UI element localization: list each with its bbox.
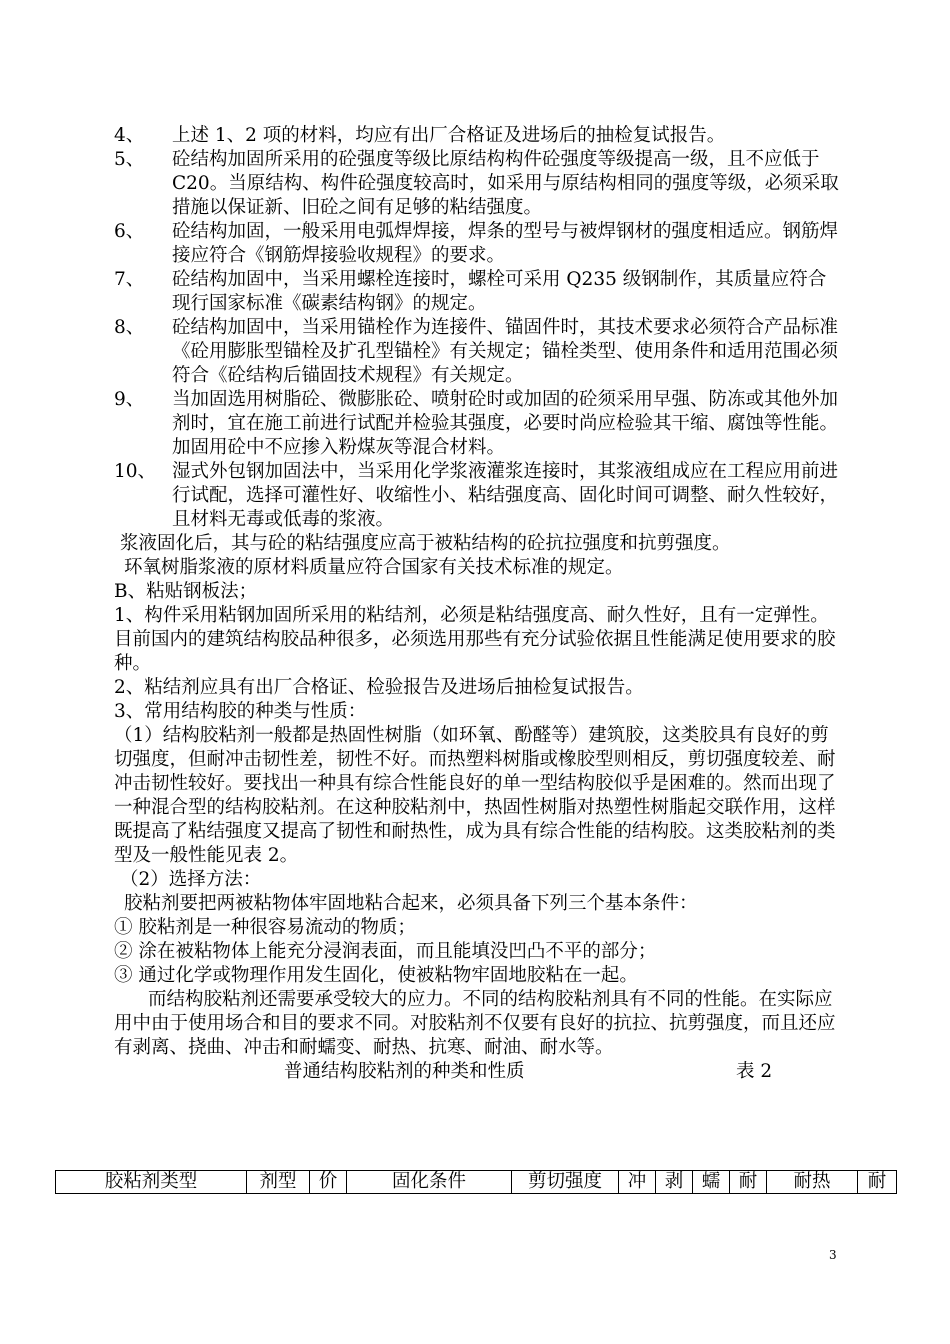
table-header-cell: 剂型	[247, 1171, 310, 1194]
list-text: 湿式外包钢加固法中，当采用化学浆液灌浆连接时，其浆液组成应在工程应用前进行试配，选择可灌性好、收缩性小、粘结强度高、固化时间可调整、耐久性较好，且材料无毒或低毒的浆液。	[172, 461, 839, 530]
list-item	[114, 148, 839, 220]
paragraph-text: 而结构胶粘剂还需要承受较大的应力。不同的结构胶粘剂具有不同的性能。在实际应用中由于使用场合和目的要求不同。对胶粘剂不仅要有良好的抗拉、抗剪强度，而且还应有剥离、挠曲、冲击和耐蠕变、耐热、抗寒、耐油、耐水等。	[114, 989, 836, 1058]
list-number: 7、	[114, 269, 145, 290]
table-caption	[114, 1060, 839, 1084]
list-text: 砼结构加固中，当采用螺栓连接时，螺栓可采用 Q235 级钢制作，其质量应符合现行国家标准《碳素结构钢》的规定。	[172, 269, 827, 314]
list-text: 当加固选用树脂砼、微膨胀砼、喷射砼时或加固的砼须采用早强、防冻或其他外加剂时，宜在施工前进行试配并检验其强度，必要时尚应检验其干缩、腐蚀等性能。加固用砼中不应掺入粉煤灰等混合材料。	[172, 389, 839, 458]
table-header-cell: 耐	[730, 1171, 767, 1194]
list-number: 8、	[114, 317, 145, 338]
list-text: 砼结构加固，一般采用电弧焊焊接，焊条的型号与被焊钢材的强度相适应。钢筋焊接应符合《钢筋焊接验收规程》的要求。	[172, 221, 839, 266]
table-header-cell: 冲	[619, 1171, 656, 1194]
list-number: 4、	[114, 125, 145, 146]
list-text: 上述 1、2 项的材料，均应有出厂合格证及进场后的抽检复试报告。	[172, 125, 726, 146]
paragraph	[114, 988, 839, 1060]
indent	[114, 989, 148, 1010]
table-header-cell: 价	[310, 1171, 347, 1194]
list-item	[114, 124, 839, 148]
list-item	[114, 268, 839, 316]
numbered-list	[114, 124, 839, 532]
paragraph: 环氧树脂浆液的原材料质量应符合国家有关技术标准的规定。	[124, 557, 624, 578]
table-header-row	[56, 1171, 897, 1194]
list-text: 砼结构加固中，当采用锚栓作为连接件、锚固件时，其技术要求必须符合产品标准《砼用膨胀型锚栓及扩孔型锚栓》有关规定；锚栓类型、使用条件和适用范围必须符合《砼结构后锚固技术规程》有关规定。	[172, 317, 839, 386]
paragraph: 2、粘结剂应具有出厂合格证、检验报告及进场后抽检复试报告。	[114, 677, 644, 698]
paragraph: 胶粘剂要把两被粘物体牢固地粘合起来，必须具备下列三个基本条件：	[124, 893, 698, 914]
list-number: 10、	[114, 461, 157, 482]
list-text: 砼结构加固所采用的砼强度等级比原结构构件砼强度等级提高一级，且不应低于 C20。当原结构、构件砼强度较高时，如采用与原结构相同的强度等级，必须采取措施以保证新、旧砼之间有足够的粘结强度。	[172, 149, 839, 218]
condition-item: ① 胶粘剂是一种很容易流动的物质；	[114, 917, 416, 938]
paragraph: （2）选择方法：	[120, 869, 262, 890]
condition-item: ③ 通过化学或物理作用发生固化，使被粘物牢固地胶粘在一起。	[114, 965, 638, 986]
list-number: 9、	[114, 389, 145, 410]
list-number: 5、	[114, 149, 145, 170]
section-heading: B、粘贴钢板法；	[114, 581, 258, 602]
table-header-cell: 胶粘剂类型	[56, 1171, 247, 1194]
adhesive-properties-table	[55, 1170, 897, 1194]
table-header-cell: 耐热	[767, 1171, 858, 1194]
list-item	[114, 316, 839, 388]
list-number: 6、	[114, 221, 145, 242]
table-header-cell: 蠕	[693, 1171, 730, 1194]
paragraph: 1、构件采用粘钢加固所采用的粘结剂，必须是粘结强度高、耐久性好，且有一定弹性。目前国内的建筑结构胶品种很多，必须选用那些有充分试验依据且性能满足使用要求的胶种。	[114, 605, 836, 674]
paragraph: （1）结构胶粘剂一般都是热固性树脂（如环氧、酚醛等）建筑胶，这类胶具有良好的剪切强度，但耐冲击韧性差，韧性不好。而热塑料树脂或橡胶型则相反，剪切强度较差、耐冲击韧性较好。要找出一种具有综合性能良好的单一型结构胶似乎是困难的。然而出现了一种混合型的结构胶粘剂。在这种胶粘剂中，热固性树脂对热塑性树脂起交联作用，这样既提高了粘结强度又提高了韧性和耐热性，成为具有综合性能的结构胶。这类胶粘剂的类型及一般性能见表 2。	[114, 725, 836, 866]
table-header-cell: 耐	[858, 1171, 897, 1194]
page-number: 3	[829, 1248, 837, 1262]
list-item	[114, 460, 839, 532]
table-header-cell: 剥	[656, 1171, 693, 1194]
body-text	[114, 124, 839, 1084]
condition-item: ② 涂在被粘物体上能充分浸润表面，而且能填没凹凸不平的部分；	[114, 941, 657, 962]
paragraph: 3、常用结构胶的种类与性质：	[114, 701, 367, 722]
table-title: 普通结构胶粘剂的种类和性质	[284, 1061, 525, 1082]
paragraph: 浆液固化后，其与砼的粘结强度应高于被粘结构的砼抗拉强度和抗剪强度。	[120, 533, 731, 554]
list-item	[114, 388, 839, 460]
table-header-cell: 剪切强度	[512, 1171, 619, 1194]
table-number: 表 2	[736, 1061, 773, 1082]
table-header-cell: 固化条件	[347, 1171, 512, 1194]
list-item	[114, 220, 839, 268]
